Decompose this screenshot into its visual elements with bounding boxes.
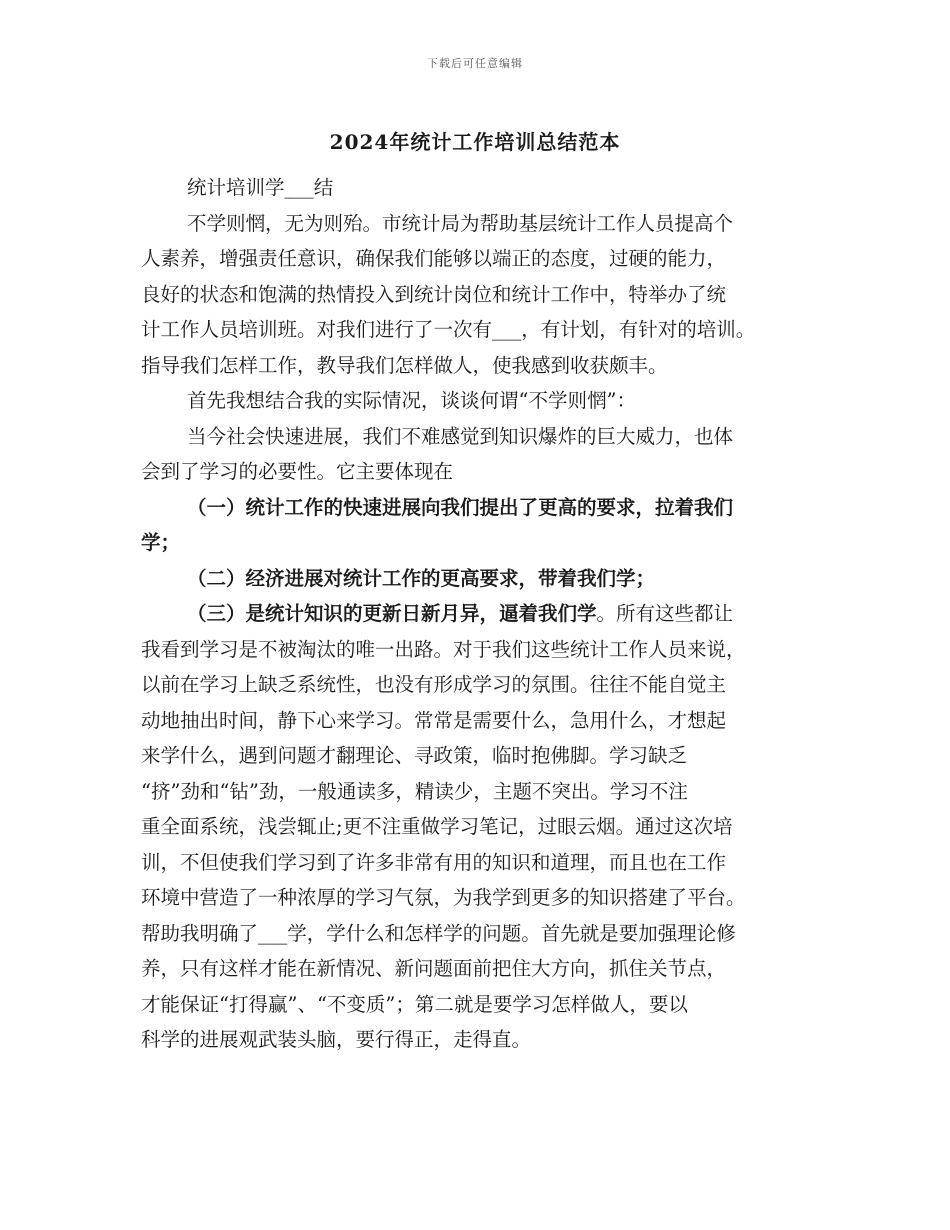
body-line: 科学的进展观武装头脑，要行得正，走得直。 [141,1028,532,1051]
bold-point-3: （三）是统计知识的更新日新月异，逼着我们学 [187,602,597,625]
bold-point-2: （二）经济进展对统计工作的更高要求，带着我们学； [187,566,656,590]
body-line: “挤”劲和“钻”劲，一般通读多，精读少，主题不突出。学习不注 [141,779,688,803]
body-line: 首先我想结合我的实际情况，谈谈何谓“不学则惘”： [187,389,636,412]
body-line: 指导我们怎样工作，教导我们怎样做人，使我感到收获颇丰。 [141,353,668,377]
body-line-mixed [141,596,831,632]
body-text-continuation: 。所有这些都让 [596,602,734,625]
body-line: 不学则惘，无为则殆。市统计局为帮助基层统计工作人员提高个 [187,211,734,235]
body-line: 计工作人员培训班。对我们进行了一次有___，有计划，有针对的培训。 [141,318,756,341]
body-line: 养，只有这样才能在新情况、新问题面前把住大方向，抓住关节点， [141,957,727,980]
body-line: 帮助我明确了___学，学什么和怎样学的问题。首先就是要加强理论修 [141,921,736,945]
body-line: 当今社会快速进展，我们不难感觉到知识爆炸的巨大威力，也体 [187,424,734,448]
document-title: 2024年统计工作培训总结范本 [329,130,621,154]
document-body [141,170,831,1058]
body-line: 良好的状态和饱满的热情投入到统计岗位和统计工作中，特举办了统 [141,282,727,306]
body-line: 训，不但使我们学习到了许多非常有用的知识和道理，而且也在工作 [141,850,727,874]
body-line: 以前在学习上缺乏系统性，也没有形成学习的氛围。往往不能自觉主 [141,673,727,696]
body-line: 重全面系统，浅尝辄止;更不注重做学习笔记，过眼云烟。通过这次培 [141,815,733,838]
bold-point-1: （一）统计工作的快速进展向我们提出了更高的要求，拉着我们 [187,495,734,519]
section-heading: 统计培训学___结 [187,176,334,199]
body-line: 环境中营造了一种浓厚的学习气氛，为我学到更多的知识搭建了平台。 [141,886,746,909]
body-line: 才能保证“打得赢”、“不变质”；第二就是要学习怎样做人，要以 [141,992,688,1016]
page-header: 下载后可任意编辑 [427,57,523,70]
body-line: 动地抽出时间，静下心来学习。常常是需要什么，急用什么，才想起 [141,708,727,732]
body-line: 我看到学习是不被淘汰的唯一出路。对于我们这些统计工作人员来说， [141,637,746,661]
bold-point-1-cont: 学； [141,531,181,554]
body-line: 人素养，增强责任意识，确保我们能够以端正的态度，过硬的能力， [141,247,727,270]
body-line: 来学什么，遇到问题才翻理论、寻政策，临时抱佛脚。学习缺乏 [141,744,688,767]
body-line: 会到了学习的必要性。它主要体现在 [141,460,454,483]
